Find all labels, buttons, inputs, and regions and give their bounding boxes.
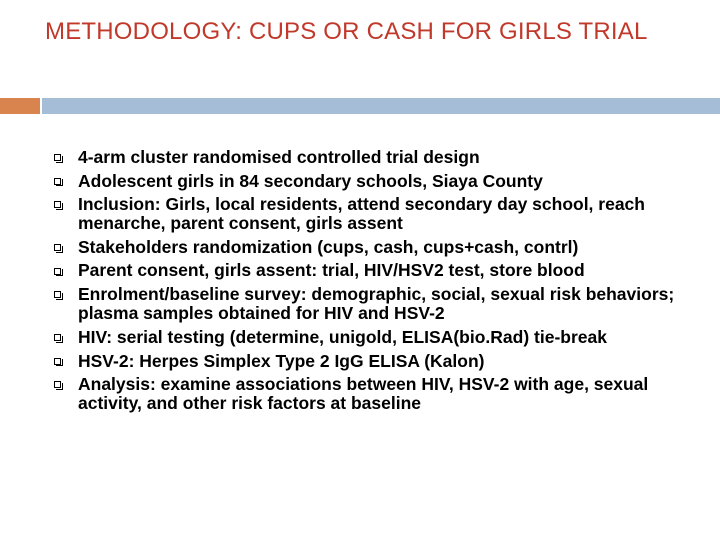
- bullet-item: [47, 350, 687, 374]
- bullet-item: [47, 146, 687, 170]
- hollow-square-bullet-icon: [54, 268, 61, 275]
- bullet-text: HIV: serial testing (determine, unigold, ELISA(bio.Rad) tie-break: [78, 326, 607, 347]
- hollow-square-bullet-icon: [54, 381, 61, 388]
- bullet-text: Stakeholders randomization (cups, cash, cups+cash, contrl): [78, 236, 579, 257]
- bullet-text: Parent consent, girls assent: trial, HIV/HSV2 test, store blood: [78, 260, 585, 280]
- bullet-text: HSV-2: Herpes Simplex Type 2 IgG ELISA (Kalon): [78, 350, 485, 371]
- hollow-square-bullet-icon: [54, 291, 61, 298]
- bullet-item: [47, 170, 687, 194]
- bullet-item: [47, 326, 687, 350]
- hollow-square-bullet-icon: [54, 154, 61, 161]
- hollow-square-bullet-icon: [54, 178, 61, 185]
- bullet-item: [47, 236, 687, 260]
- bullet-text: 4-arm cluster randomised controlled trial design: [78, 147, 480, 167]
- hollow-square-bullet-icon: [54, 244, 61, 251]
- hollow-square-bullet-icon: [54, 358, 61, 365]
- bullet-text: Analysis: examine associations between HIV, HSV-2 with age, sexual activity, and other risk factors at baseline: [78, 373, 649, 413]
- title-accent-bar: [0, 98, 40, 114]
- hollow-square-bullet-icon: [54, 334, 61, 341]
- bullet-item: [47, 260, 687, 284]
- bullet-item: [47, 283, 687, 326]
- bullet-item: [47, 193, 687, 236]
- bullet-text: Enrolment/baseline survey: demographic, social, sexual risk behaviors; plasma samples obtained for HIV and HSV-2: [78, 283, 675, 323]
- methodology-bullet-list: [47, 146, 687, 416]
- bullet-text: Inclusion: Girls, local residents, attend secondary day school, reach menarche, parent consent, girls assent: [78, 193, 645, 233]
- title-divider-bar: [42, 98, 720, 114]
- bullet-item: [47, 373, 687, 416]
- bullet-text: Adolescent girls in 84 secondary schools, Siaya County: [78, 170, 543, 191]
- slide-title: METHODOLOGY: CUPS OR CASH FOR GIRLS TRIAL: [45, 18, 648, 45]
- hollow-square-bullet-icon: [54, 201, 61, 208]
